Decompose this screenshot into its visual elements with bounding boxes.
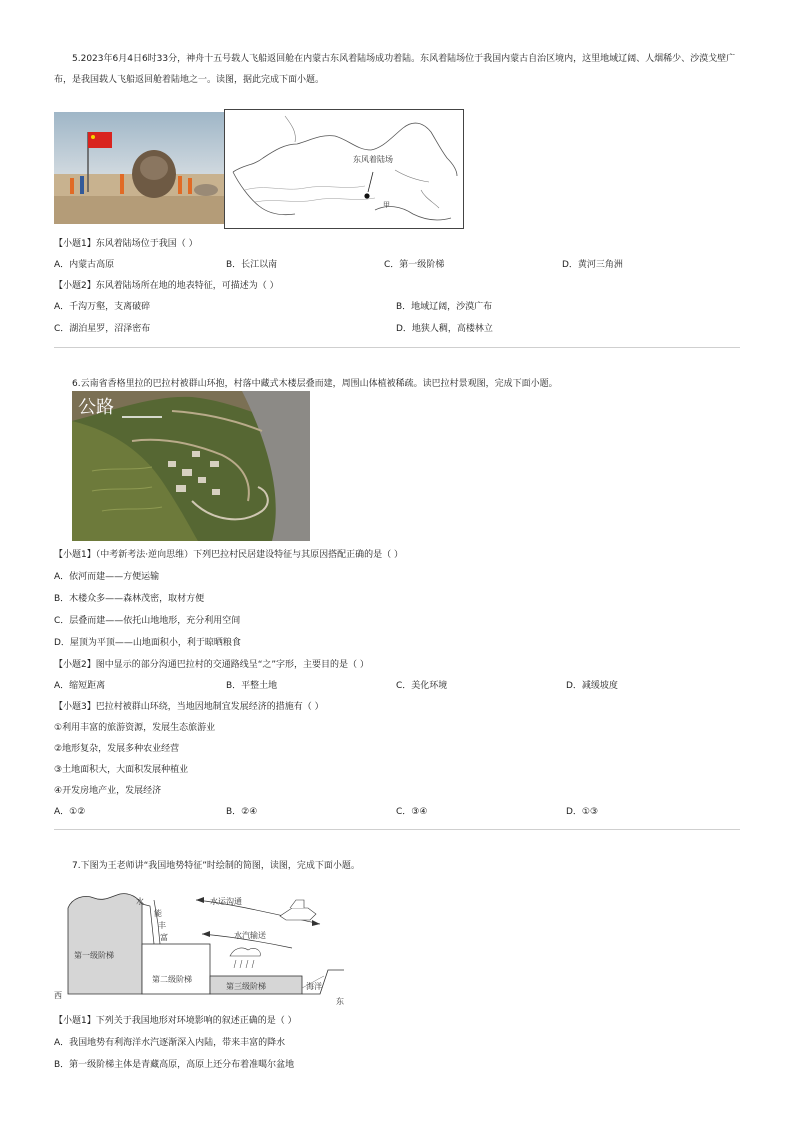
q6-sub3-option-a[interactable]: A．①② <box>54 807 86 817</box>
q6-sub2-option-d[interactable]: D．减缓坡度 <box>566 681 618 691</box>
q6-sub1-option-a[interactable]: A．依河而建——方便运输 <box>54 572 160 582</box>
diagram-vapor-label: 水汽输送 <box>234 931 266 940</box>
q5-sub2-option-d[interactable]: D．地狭人稠，高楼林立 <box>396 324 493 334</box>
q7-sub1-option-b[interactable]: B．第一级阶梯主体是青藏高原，高原上还分布着准噶尔盆地 <box>54 1060 295 1070</box>
q6-sub2-option-c[interactable]: C．美化环境 <box>396 681 448 691</box>
diagram-step1-label: 第一级阶梯 <box>74 951 114 960</box>
q7-sub1-option-a[interactable]: A．我国地势有利海洋水汽逐渐深入内陆，带来丰富的降水 <box>54 1038 286 1048</box>
q6-sub1-option-c[interactable]: C．层叠而建——依托山地地形，充分利用空间 <box>54 616 241 626</box>
map-label-jia: 甲 <box>383 201 390 209</box>
q6-sub3-option-c[interactable]: C．③④ <box>396 807 428 817</box>
q6-sub2-option-b[interactable]: B．平整土地 <box>226 681 278 691</box>
divider <box>54 829 740 830</box>
diagram-sea-label: 海洋 <box>306 982 322 991</box>
q5-intro-line2: 布，是我国载人飞船返回舱着陆地之一。读图，据此完成下面小题。 <box>54 75 325 85</box>
q6-sub1-stem: 【小题1】（中考新考法·逆向思维）下列巴拉村民居建设特征与其原因搭配正确的是（ ） <box>54 550 403 560</box>
q7-sub1-stem: 【小题1】下列关于我国地形对环境影响的叙述正确的是（ ） <box>54 1016 297 1026</box>
divider <box>54 347 740 348</box>
q6-sub3-option-b[interactable]: B．②④ <box>226 807 258 817</box>
photo-label-road: 公路 <box>78 397 114 418</box>
q5-sub2-option-a[interactable]: A．千沟万壑，支离破碎 <box>54 302 151 312</box>
diagram-step3-label: 第三级阶梯 <box>226 982 266 991</box>
q6-intro: 6.云南省香格里拉的巴拉村被群山环抱，村落中藏式木楼层叠而建，周围山体植被稀疏。读巴拉村景观图，完成下面小题。 <box>72 379 558 389</box>
q5-sub1-option-a[interactable]: A．内蒙古高原 <box>54 260 115 270</box>
q7-intro: 7.下图为王老师讲“我国地势特征”时绘制的简图，读图，完成下面小题。 <box>72 861 360 871</box>
q5-sub1-stem: 【小题1】东风着陆场位于我国（ ） <box>54 239 198 249</box>
q5-intro-line1: 5.2023年6月4日6时33分，神舟十五号载人飞船返回舱在内蒙古东风着陆场成功着陆。东风着陆场位于我国内蒙古自治区境内，这里地域辽阔、人烟稀少、沙漠戈壁广 <box>72 54 736 64</box>
bala-village-photo <box>72 391 310 541</box>
q6-sub3-item-1: ①利用丰富的旅游资源，发展生态旅游业 <box>54 723 216 733</box>
q6-sub3-item-2: ②地形复杂，发展多种农业经营 <box>54 744 180 754</box>
map-label-dongfeng: 东风着陆场 <box>353 155 393 164</box>
q6-sub3-option-d[interactable]: D．①③ <box>566 807 599 817</box>
diagram-west-label: 西 <box>54 991 62 1000</box>
diagram-water-char-1: 水 <box>136 897 144 906</box>
diagram-shipping-label: 水运沟通 <box>210 897 242 906</box>
diagram-east-label: 东 <box>336 997 344 1006</box>
diagram-water-char-3: 丰 <box>158 921 166 930</box>
q6-sub2-stem: 【小题2】图中显示的部分沟通巴拉村的交通路线呈“之”字形，主要目的是（ ） <box>54 660 369 670</box>
terrain-diagram <box>54 884 354 1006</box>
diagram-water-char-4: 富 <box>160 933 168 942</box>
china-map <box>224 109 464 229</box>
q5-sub2-stem: 【小题2】东风着陆场所在地的地表特征，可描述为（ ） <box>54 281 279 291</box>
q6-sub3-item-3: ③土地面积大，大面积发展种植业 <box>54 765 189 775</box>
q6-sub3-stem: 【小题3】巴拉村被群山环绕，当地因地制宜发展经济的措施有（ ） <box>54 702 324 712</box>
q5-sub1-option-c[interactable]: C．第一级阶梯 <box>384 260 445 270</box>
q5-sub2-option-b[interactable]: B．地域辽阔，沙漠广布 <box>396 302 493 312</box>
q5-sub1-option-d[interactable]: D．黄河三角洲 <box>562 260 623 270</box>
diagram-step2-label: 第二级阶梯 <box>152 975 192 984</box>
q6-sub1-option-b[interactable]: B．木楼众多——森林茂密，取材方便 <box>54 594 205 604</box>
q5-sub1-option-b[interactable]: B．长江以南 <box>226 260 278 270</box>
diagram-water-char-2: 能 <box>154 909 162 918</box>
q5-sub2-option-c[interactable]: C．湖泊星罗，沼泽密布 <box>54 324 151 334</box>
capsule-landing-photo <box>54 112 224 224</box>
q6-sub1-option-d[interactable]: D．屋顶为平顶——山地面积小，利于晾晒粮食 <box>54 638 241 648</box>
q6-sub3-item-4: ④开发房地产业，发展经济 <box>54 786 162 796</box>
q6-sub2-option-a[interactable]: A．缩短距离 <box>54 681 106 691</box>
